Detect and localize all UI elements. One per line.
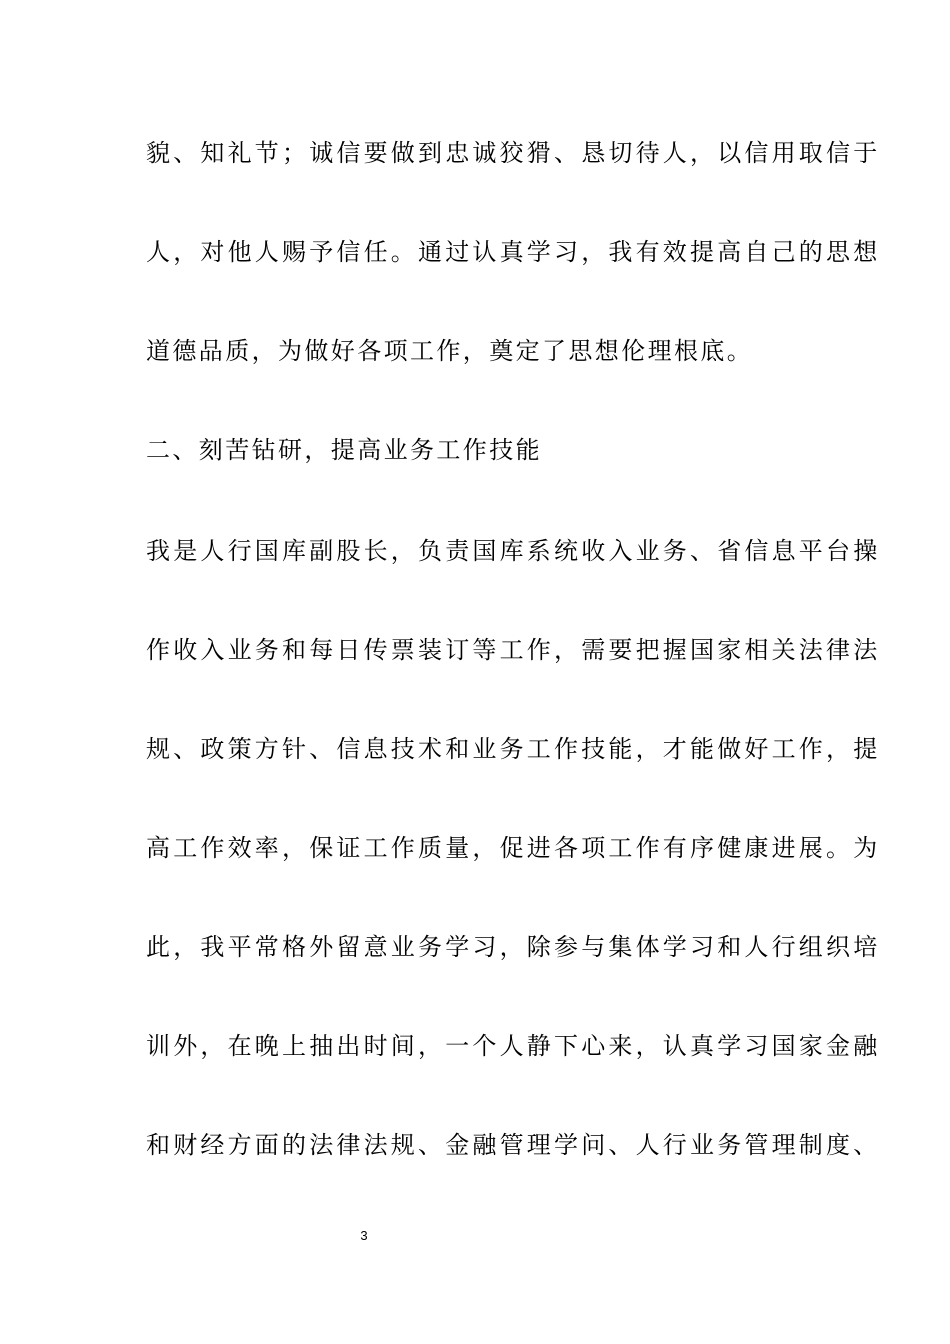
text-line: 作收入业务和每日传票装订等工作，需要把握国家相关法律法 [146,636,881,664]
text-line: 高工作效率，保证工作质量，促进各项工作有序健康进展。为 [146,834,881,862]
text-line: 貌、知礼节；诚信要做到忠诚狡猾、恳切待人，以信用取信于 [146,139,881,167]
text-line: 道德品质，为做好各项工作，奠定了思想伦理根底。 [146,337,754,365]
text-line: 我是人行国库副股长，负责国库系统收入业务、省信息平台操 [146,537,881,565]
page-number: 3 [360,1228,368,1243]
text-line: 规、政策方针、信息技术和业务工作技能，才能做好工作，提 [146,735,881,763]
section-heading: 二、刻苦钻研，提高业务工作技能 [146,436,542,464]
text-line: 人，对他人赐予信任。通过认真学习，我有效提高自己的思想 [146,238,881,266]
text-line: 此，我平常格外留意业务学习，除参与集体学习和人行组织培 [146,933,881,961]
text-line: 训外，在晚上抽出时间，一个人静下心来，认真学习国家金融 [146,1032,881,1060]
text-line: 和财经方面的法律法规、金融管理学问、人行业务管理制度、 [146,1131,881,1159]
